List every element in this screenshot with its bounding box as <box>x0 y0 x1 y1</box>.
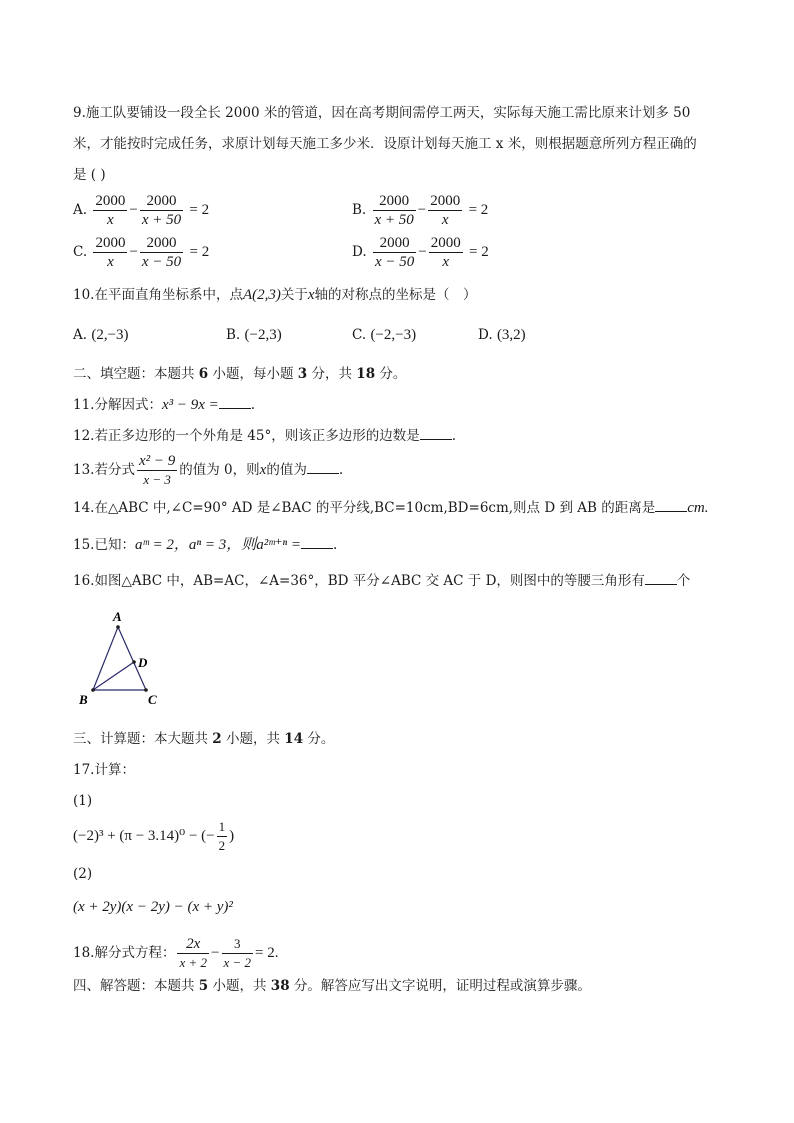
vertex-label-a: A <box>113 609 122 624</box>
section4-heading: 四、解答题：本题共 5 小题，共 38 分。解答应写出文字说明，证明过程或演算步骤。 <box>73 978 591 994</box>
q10-option-b[interactable]: B. (−2,3) <box>226 327 282 343</box>
segment-ab <box>93 627 118 690</box>
q9-option-d[interactable]: D. $\frac{2000}{x - 50}$ − $\frac{2000}{x}$ = 2 <box>352 235 489 270</box>
section3-heading: 三、计算题：本大题共 2 小题，共 14 分。 <box>73 731 335 747</box>
q10-option-a[interactable]: A. (2,−3) <box>73 327 129 343</box>
q17-part2-expr: (x + 2y)(x − 2y) − (x + y)² <box>73 899 233 915</box>
q10-stem: 10.在平面直角坐标系中，点A(2,3)关于x轴的对称点的坐标是（ ） <box>73 287 477 303</box>
q15-answer-blank[interactable] <box>301 536 333 549</box>
q14: 14.在△ABC 中,∠C=90° AD 是∠BAC 的平分线,BC=10cm,BD=6cm,则点 D 到 AB 的距离是 cm. <box>73 500 709 516</box>
vertex-label-c: C <box>148 692 157 707</box>
q17-part2-label: (2) <box>73 866 93 882</box>
q12: 12.若正多边形的一个外角是 45°，则该正多边形的边数是 . <box>73 428 456 444</box>
q13: 13.若分式 $\frac{\text{x² − 9}}{x - 3}$ 的值为 0，则x的值为 . <box>73 453 344 487</box>
triangle-figure <box>70 604 180 710</box>
vertex-label-d: D <box>138 655 148 670</box>
q9-line1: 9.施工队要铺设一段全长 2000 米的管道，因在高考期间需停工两天，实际每天施工需比原来计划多 50 <box>73 105 691 121</box>
q9-option-b[interactable]: B. $\frac{2000}{x + 50}$ − $\frac{2000}{x}$ = 2 <box>352 193 489 228</box>
q11-answer-blank[interactable] <box>219 396 251 409</box>
vertex-label-b: B <box>79 692 88 707</box>
section2-heading: 二、填空题：本题共 6 小题，每小题 3 分，共 18 分。 <box>73 366 407 382</box>
q15: 15.已知：aᵐ = 2，aⁿ = 3，则a²ᵐ⁺ⁿ = . <box>73 537 338 553</box>
q9-option-c[interactable]: C. $\frac{2000}{x}$ − $\frac{2000}{x - 50}$ = 2 <box>73 235 210 270</box>
q10-option-d[interactable]: D. (3,2) <box>478 327 526 343</box>
q17-title: 17.计算： <box>73 762 135 778</box>
q11: 11.分解因式：x³ − 9x = . <box>73 397 256 413</box>
q14-answer-blank[interactable] <box>655 499 687 512</box>
q12-answer-blank[interactable] <box>420 427 452 440</box>
q13-answer-blank[interactable] <box>307 461 339 474</box>
q18: 18.解分式方程： $\frac{2x}{x + 2}$ − $\frac{3}{x - 2}$ = 2. <box>73 936 279 970</box>
q17-part1-label: (1) <box>73 793 93 809</box>
q16-answer-blank[interactable] <box>645 572 677 585</box>
q9-option-a[interactable]: A. $\frac{2000}{x}$ − $\frac{2000}{x + 50}$ = 2 <box>73 193 210 228</box>
q17-part1-expr: (−2)³ + (π − 3.14)⁰ − (− $\frac{1}{2}$ ) <box>73 819 235 853</box>
q16: 16.如图△ABC 中，AB=AC，∠A=36°，BD 平分∠ABC 交 AC 于 D，则图中的等腰三角形有 个 <box>73 573 691 589</box>
q9-line3: 是 ( ) <box>73 167 106 183</box>
q9-line2: 米，才能按时完成任务，求原计划每天施工多少米．设原计划每天施工 x 米，则根据题意所列方程正确的 <box>73 136 697 152</box>
q10-option-c[interactable]: C. (−2,−3) <box>352 327 417 343</box>
